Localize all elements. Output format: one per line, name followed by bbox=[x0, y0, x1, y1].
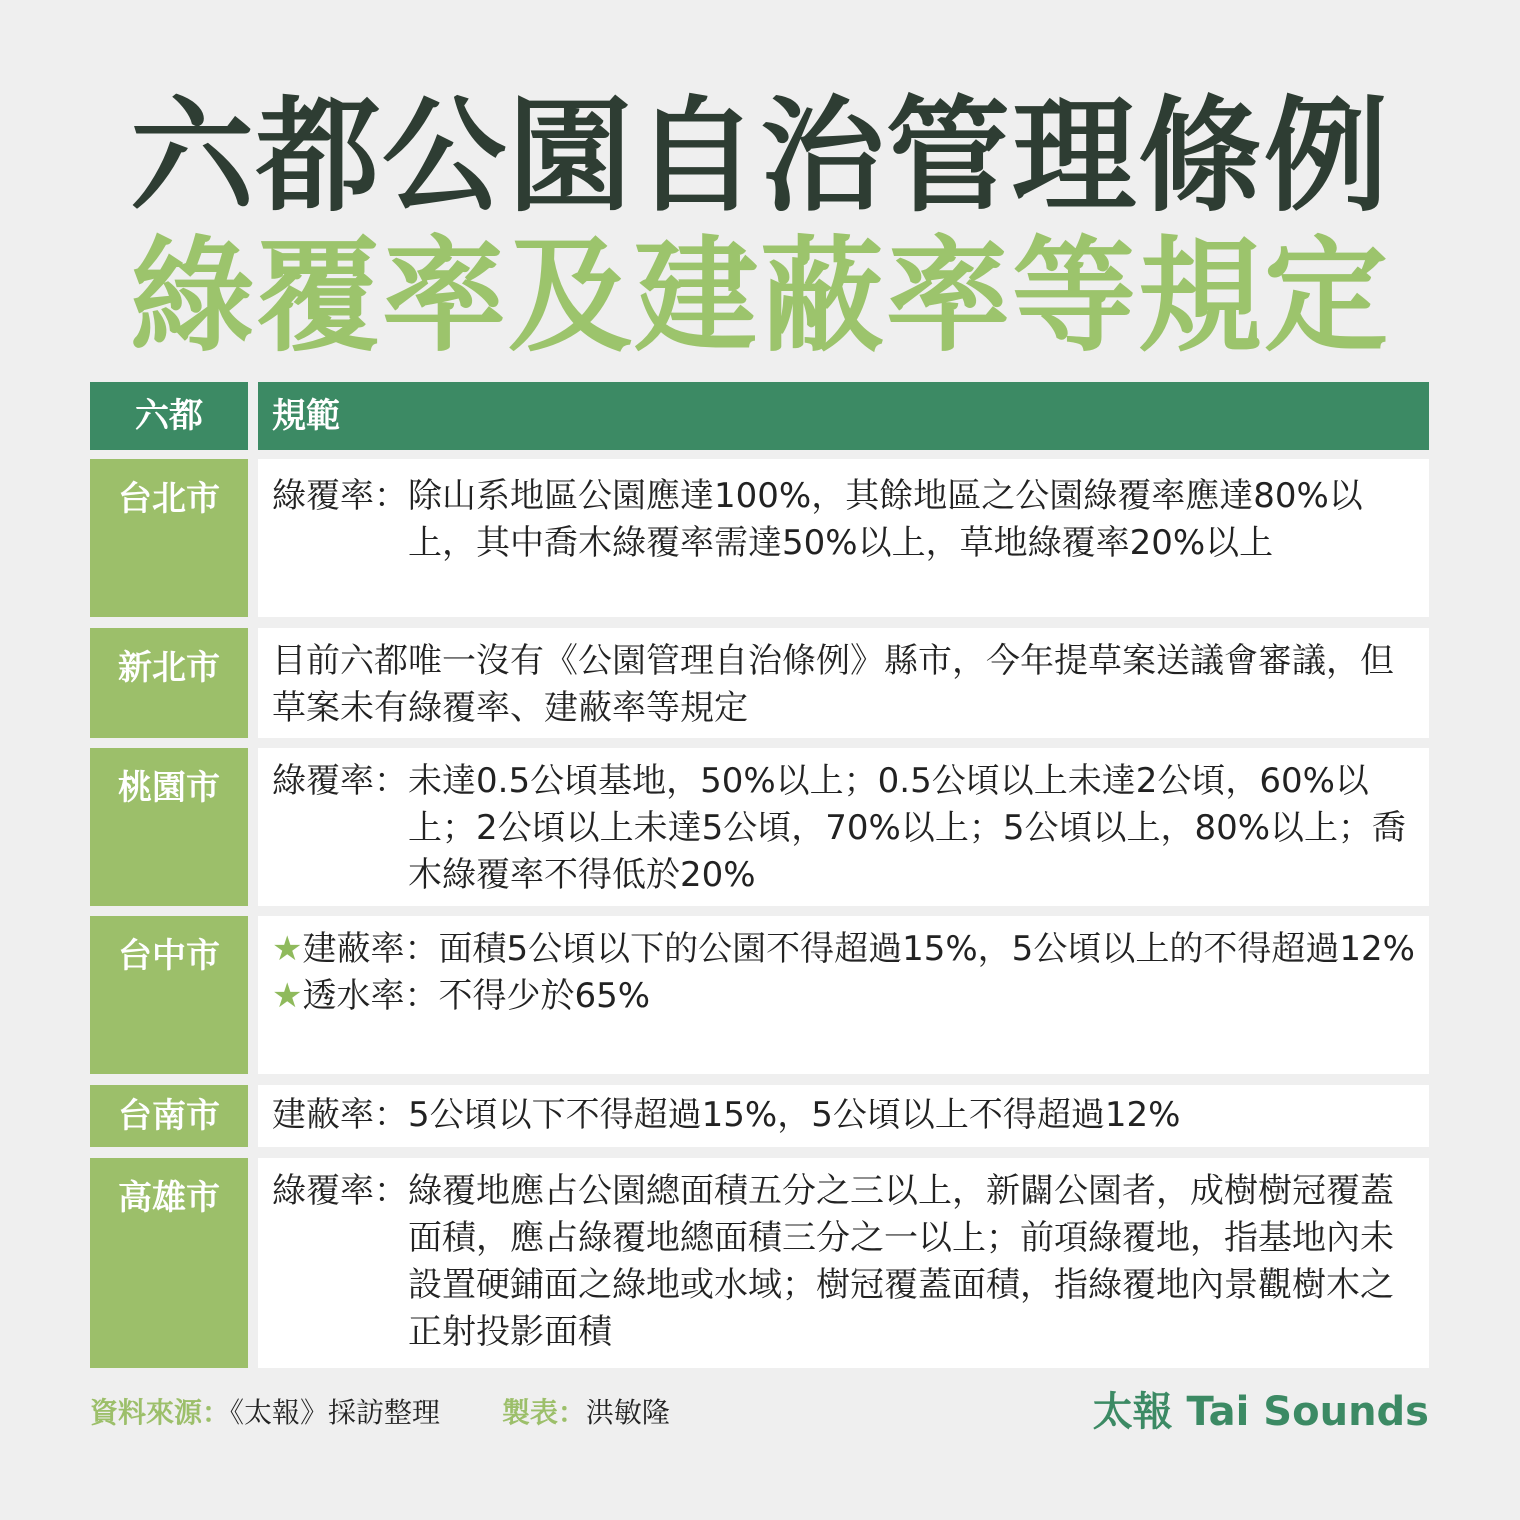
rule-text: 綠覆地應占公園總面積五分之三以上，新闢公園者，成樹樹冠覆蓋面積，應占綠覆地總面積三分之一以上；前項綠覆地，指基地內未設置硬鋪面之綠地或水域；樹冠覆蓋面積，指綠覆地內景觀樹木之正射投影面積 bbox=[408, 1171, 1394, 1352]
rule-label: 綠覆率： bbox=[272, 761, 408, 801]
city-new-taipei: 新北市 bbox=[90, 628, 248, 738]
star-icon: ★ bbox=[272, 929, 303, 969]
footer-credits bbox=[90, 1393, 670, 1433]
header-city: 六都 bbox=[90, 382, 248, 450]
source-label: 資料來源： bbox=[90, 1396, 231, 1429]
rule-label: ★建蔽率： bbox=[272, 929, 439, 969]
rule-new-taipei bbox=[258, 628, 1429, 738]
maker-label: 製表： bbox=[501, 1396, 586, 1429]
header-rule: 規範 bbox=[258, 382, 1429, 450]
maker-value: 洪敏隆 bbox=[585, 1396, 670, 1429]
page-subtitle: 綠覆率及建蔽率等規定 bbox=[129, 225, 1390, 369]
page-title: 六都公園自治管理條例 bbox=[129, 85, 1390, 229]
rule-text: 不得少於65% bbox=[438, 976, 651, 1016]
rule-text: 未達0.5公頃基地，50%以上；0.5公頃以上未達2公頃，60%以上；2公頃以上未達5公頃，70%以上；5公頃以上，80%以上；喬木綠覆率不得低於20% bbox=[408, 761, 1407, 895]
rule-label: ★透水率： bbox=[272, 976, 439, 1016]
city-taoyuan: 桃園市 bbox=[90, 748, 248, 906]
rule-tainan bbox=[258, 1085, 1429, 1147]
brand-logo: 太報 Tai Sounds bbox=[1092, 1389, 1429, 1435]
rule-taichung bbox=[258, 916, 1429, 1074]
source-value: 《太報》採訪整理 bbox=[230, 1396, 441, 1429]
city-kaohsiung: 高雄市 bbox=[90, 1158, 248, 1368]
rule-text: 5公頃以下不得超過15%，5公頃以上不得超過12% bbox=[408, 1095, 1181, 1135]
rule-text: 目前六都唯一沒有《公園管理自治條例》縣市，今年提草案送議會審議，但草案未有綠覆率、建蔽率等規定 bbox=[272, 641, 1394, 728]
rule-label: 建蔽率： bbox=[272, 1095, 408, 1135]
star-icon: ★ bbox=[272, 976, 303, 1016]
rule-text: 面積5公頃以下的公園不得超過15%，5公頃以上的不得超過12% bbox=[438, 929, 1415, 969]
city-tainan: 台南市 bbox=[90, 1085, 248, 1147]
rule-label: 綠覆率： bbox=[272, 1171, 408, 1211]
city-taipei: 台北市 bbox=[90, 459, 248, 617]
rule-taoyuan bbox=[258, 748, 1429, 906]
rule-taipei bbox=[258, 459, 1429, 617]
city-taichung: 台中市 bbox=[90, 916, 248, 1074]
rule-kaohsiung bbox=[258, 1158, 1429, 1368]
rule-label: 綠覆率： bbox=[272, 476, 408, 516]
rule-text: 除山系地區公園應達100%，其餘地區之公園綠覆率應達80%以上，其中喬木綠覆率需達50%以上，草地綠覆率20%以上 bbox=[408, 476, 1363, 563]
